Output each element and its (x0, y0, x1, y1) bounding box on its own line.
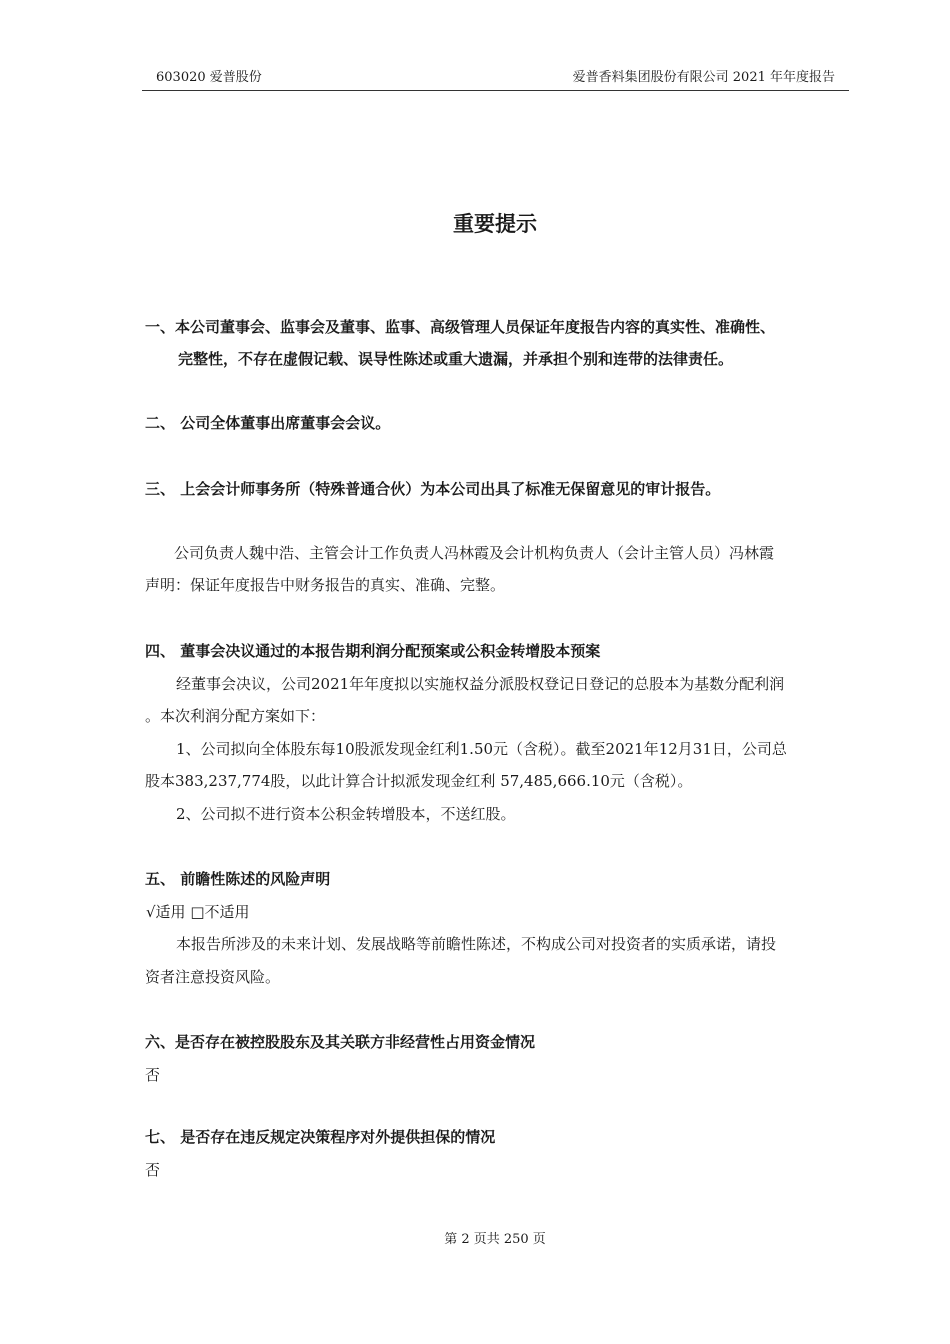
page-title: 重要提示 (453, 212, 537, 236)
statement-line1: 公司负责人魏中浩、主管会计工作负责人冯林霞及会计机构负责人（会计主管人员）冯林霞 (174, 544, 775, 562)
s7-answer: 否 (145, 1161, 161, 1179)
s3-text: 三、 上会会计师事务所（特殊普通合伙）为本公司出具了标准无保留意见的审计报告。 (145, 480, 721, 498)
applicability-option: √适用 □不适用 (146, 903, 250, 921)
statement-line2: 声明：保证年度报告中财务报告的真实、准确、完整。 (145, 576, 506, 594)
s4-p2-line2: 股本383,237,774股，以此计算合计拟派发现金红利 57,485,666.10元（含税）。 (145, 772, 693, 790)
report-title-header: 爱普香料集团股份有限公司 2021 年年度报告 (572, 70, 835, 85)
s5-heading: 五、 前瞻性陈述的风险声明 (145, 870, 331, 888)
s5-p-line1: 本报告所涉及的未来计划、发展战略等前瞻性陈述，不构成公司对投资者的实质承诺，请投 (176, 935, 777, 953)
s4-p1-line1: 经董事会决议，公司2021年年度拟以实施权益分派股权登记日登记的总股本为基数分配利润 (176, 675, 785, 693)
stock-code-name: 603020 爱普股份 (156, 70, 262, 85)
s6-answer: 否 (145, 1066, 161, 1084)
s1-line2: 完整性，不存在虚假记载、误导性陈述或重大遗漏，并承担个别和连带的法律责任。 (178, 350, 734, 368)
s7-heading: 七、 是否存在违反规定决策程序对外提供担保的情况 (145, 1128, 496, 1146)
page-number: 第 2 页共 250 页 (444, 1232, 546, 1247)
s4-p3: 2、公司拟不进行资本公积金转增股本，不送红股。 (176, 805, 516, 823)
s2-text: 二、 公司全体董事出席董事会会议。 (145, 414, 391, 432)
s1-line1: 一、本公司董事会、监事会及董事、监事、高级管理人员保证年度报告内容的真实性、准确性、 (145, 318, 776, 336)
page-header (142, 66, 849, 91)
s4-p1-line2: 。本次利润分配方案如下： (145, 707, 326, 725)
s4-heading: 四、 董事会决议通过的本报告期利润分配预案或公积金转增股本预案 (145, 642, 601, 660)
s6-heading: 六、是否存在被控股股东及其关联方非经营性占用资金情况 (145, 1033, 536, 1051)
s4-p2-line1: 1、公司拟向全体股东每10股派发现金红利1.50元（含税）。截至2021年12月31日，公司总 (176, 740, 787, 758)
s5-p-line2: 资者注意投资风险。 (145, 968, 281, 986)
